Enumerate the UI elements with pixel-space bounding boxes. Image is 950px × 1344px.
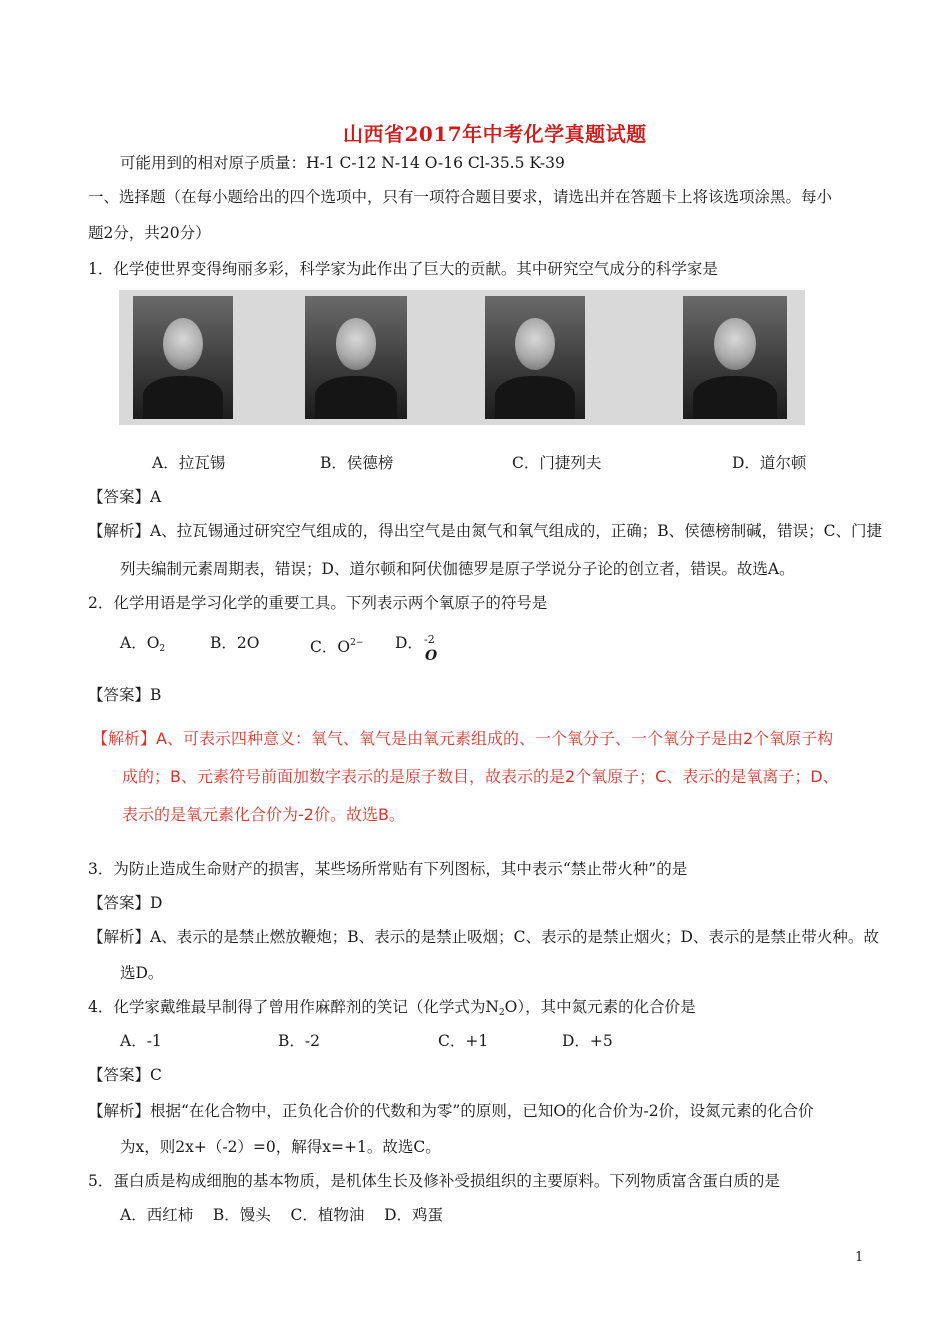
q1-answer: 【答案】A: [88, 488, 162, 506]
q2-option-a-subscript: 2: [159, 644, 166, 654]
q2-option-a-symbol: O: [146, 634, 160, 652]
q3-stem: 3．为防止造成生命财产的损害，某些场所常贴有下列图标，其中表示“禁止带火种”的是: [88, 860, 688, 878]
q2-answer: 【答案】B: [88, 686, 162, 704]
q4-stem-post: O），其中氮元素的化合价是: [504, 998, 696, 1016]
q1-option-b: B．侯德榜: [320, 454, 394, 472]
scientist-photos: [119, 290, 805, 425]
q3-analysis-line2: 选D。: [120, 964, 164, 982]
q4-option-d: D．+5: [562, 1032, 613, 1050]
q2-option-a-label: A．: [120, 634, 147, 652]
atomic-masses: 可能用到的相对原子质量：H-1 C-12 N-14 O-16 Cl-35.5 K-39: [120, 154, 565, 172]
q4-option-c: C．+1: [438, 1032, 489, 1050]
q1-option-a: A．拉瓦锡: [152, 454, 226, 472]
q1-option-c: C．门捷列夫: [512, 454, 602, 472]
q2-stem: 2．化学用语是学习化学的重要工具。下列表示两个氧原子的符号是: [88, 594, 548, 612]
portrait-dalton: [683, 296, 787, 419]
page-number: 1: [855, 1250, 864, 1265]
q1-option-d: D．道尔顿: [732, 454, 807, 472]
q1-stem: 1．化学使世界变得绚丽多彩，科学家为此作出了巨大的贡献。其中研究空气成分的科学家是: [88, 260, 718, 278]
q2-option-b: B．2O: [210, 634, 260, 652]
q4-answer: 【答案】C: [88, 1066, 162, 1084]
q1-analysis-line2: 列夫编制元素周期表，错误；D、道尔顿和阿伏伽德罗是原子学说分子论的创立者，错误。故选A。: [120, 560, 795, 578]
q2-option-c-symbol: O: [337, 638, 351, 656]
portrait-lavoisier: [133, 296, 233, 419]
q4-stem-subscript: 2: [498, 1008, 505, 1018]
q3-answer: 【答案】D: [88, 894, 163, 912]
q3-analysis-line1: 【解析】A、表示的是禁止燃放鞭炮；B、表示的是禁止吸烟；C、表示的是禁止烟火；D、表示的是禁止带火种。故: [88, 928, 879, 946]
portrait-hou-debang: [305, 296, 407, 419]
page-title: 山西省2017年中考化学真题试题: [343, 122, 647, 146]
q5-stem: 5．蛋白质是构成细胞的基本物质，是机体生长及修补受损组织的主要原料。下列物质富含蛋白质的是: [88, 1172, 780, 1190]
q1-analysis-line1: 【解析】A、拉瓦锡通过研究空气组成的，得出空气是由氮气和氧气组成的，正确；B、侯德榜制碱，错误；C、门捷: [88, 522, 882, 540]
q2-analysis-line1: 【解析】A、可表示四种意义：氧气、氧气是由氧元素组成的、一个氧分子、一个氧分子是由2个氧原子构: [92, 729, 834, 748]
q5-options: A．西红柿 B．馒头 C．植物油 D．鸡蛋: [120, 1206, 443, 1224]
q2-option-c: [310, 632, 363, 658]
q2-analysis-line3: 表示的是氧元素化合价为-2价。故选B。: [122, 805, 405, 824]
q4-option-a: A．-1: [120, 1032, 162, 1050]
section-heading-line2: 题2分，共20分）: [88, 224, 211, 242]
q2-option-d: [395, 632, 423, 654]
q4-stem: [88, 996, 696, 1024]
q4-stem-pre: 4．化学家戴维最早制得了曾用作麻醉剂的笑记（化学式为N: [88, 998, 499, 1016]
q2-analysis-line2: 成的；B、元素符号前面加数字表示的是原子数目，故表示的是2个氧原子；C、表示的是氧离子；D、: [122, 767, 839, 786]
q2-option-c-label: C．: [310, 638, 338, 656]
portrait-mendeleev: [485, 296, 585, 419]
q4-analysis-line2: 为x，则2x+（-2）=0，解得x=+1。故选C。: [120, 1138, 441, 1156]
q2-option-d-label: D．: [395, 634, 423, 652]
q4-analysis-line1: 【解析】根据“在化合物中，正负化合价的代数和为零”的原则，已知O的化合价为-2价，设氮元素的化合价: [88, 1102, 814, 1120]
q2-option-d-symbol: O: [425, 648, 438, 664]
q2-option-a: [120, 632, 165, 660]
q2-option-d-valence: -2: [424, 633, 435, 646]
q4-option-b: B．-2: [278, 1032, 320, 1050]
q2-option-c-superscript: 2−: [350, 638, 364, 648]
section-heading-line1: 一、选择题（在每小题给出的四个选项中，只有一项符合题目要求，请选出并在答题卡上将该选项涂黑。每小: [88, 188, 833, 206]
